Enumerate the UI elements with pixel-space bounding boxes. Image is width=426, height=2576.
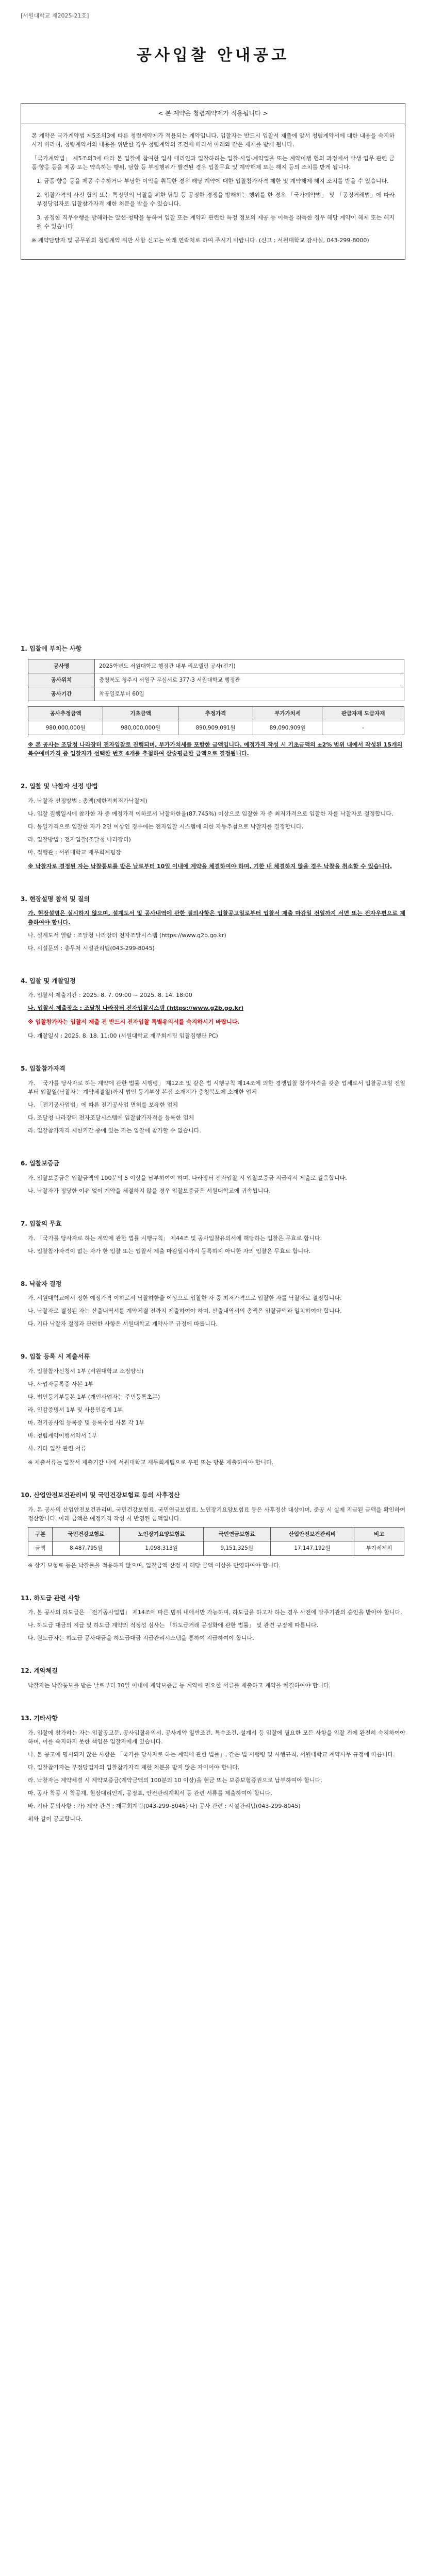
integrity-clause: 3. 공정한 직무수행을 방해하는 알선·청탁을 통하여 입찰 또는 계약과 관련한 특정 정보의 제공 등 이득을 취득한 경우 해당 계약이 해제 또는 해지될 수 있습니다. <box>37 214 395 230</box>
section-title: 4. 입찰 및 개찰일정 <box>21 977 76 985</box>
integrity-box-heading: < 본 계약은 청렴계약제가 적용됩니다 > <box>21 104 405 124</box>
integrity-paragraph: 본 계약은 국가계약법 제5조의3에 따른 청렴계약제가 적용되는 계약입니다. 입찰자는 반드시 입찰서 제출에 앞서 청렴계약서에 대한 내용을 숙지하시기 바라며, 청렴계약서의 내용을 위반한 경우 청렴계약의 조건에 따라서 아래와 같은 제재를 받게 됩니다. <box>31 132 395 148</box>
list-item: 가. 입찰에 참가하는 자는 입찰공고문, 공사입찰유의서, 공사계약 일반조건, 특수조건, 설계서 등 입찰에 필요한 모든 사항을 입찰 전에 완전히 숙지하여야 하며, 이를 숙지하지 못한 책임은 입찰자에게 있습니다. <box>28 1729 405 1745</box>
integrity-report-contact: ※ 계약담당자 및 공무원의 청렴계약 위반 사항 신고는 아래 연락처로 하여 주시기 바랍니다. (신고 : 서원대학교 감사실, 043-299-8000) <box>31 237 369 244</box>
list-item: 다. 법인등기부등본 1부 (개인사업자는 주민등록초본) <box>28 1394 160 1401</box>
integrity-paragraph: 「국가계약법」 제5조의3에 따라 본 입찰에 참여한 입사 대리인과 입찰하려는 입찰·사업·계약업을 또는 계약이행 협의 과정에서 발생 업무 관련 금품·향응 등을 제공 또는 약속하는 행위, 담합 등 부정행위가 발견된 경우 입찰무효 및 계약해제 또는 해지 등의 조치를 받게 됩니다. <box>31 155 395 171</box>
section-title: 12. 계약체결 <box>21 1667 58 1675</box>
list-item: 가. 서원대학교에서 정한 예정가격 이하로서 낙찰하한율 이상으로 입찰한 자 중 최저가격으로 입찰한 자를 낙찰자로 결정합니다. <box>28 1295 342 1302</box>
document-title: 공사입찰 안내공고 <box>136 46 290 64</box>
section-site-briefing <box>21 894 405 953</box>
section-bid-method <box>21 782 405 871</box>
list-item: 다. 기타 낙찰자 결정과 관련한 사항은 서원대학교 계약사무 규정에 따릅니다. <box>28 1320 218 1328</box>
list-item: 가. 입찰보증금은 입찰금액의 100분의 5 이상을 납부하여야 하며, 나라장터 전자입찰 시 입찰보증금 지급각서 제출로 갈음합니다. <box>28 1174 347 1181</box>
section-contract <box>21 1666 405 1690</box>
list-item: 라. 낙찰자는 계약체결 시 계약보증금(계약금액의 100분의 10 이상)을 현금 또는 보증보험증권으로 납부하여야 합니다. <box>28 1776 322 1784</box>
table-header-cell: 부가가치세 <box>253 707 322 721</box>
table-header-cell: 공사기간 <box>28 687 95 701</box>
section-title: 5. 입찰참가자격 <box>21 1065 65 1073</box>
section-insurance-settlement <box>21 1490 405 1569</box>
list-item: 나. 「전기공사업법」에 따른 전기공사업 면허를 보유한 업체 <box>28 1101 178 1109</box>
table-cell: 17,147,192원 <box>270 1541 354 1555</box>
table-cell: 8,487,795원 <box>53 1541 120 1555</box>
section-award-decision <box>21 1279 405 1329</box>
list-item: 사. 기타 입찰 관련 서류 <box>28 1445 87 1452</box>
list-item: 가. 입찰참가신청서 1부 (서원대학교 소정양식) <box>28 1367 144 1375</box>
section-bid-schedule <box>21 976 405 1041</box>
list-item: 다. 입찰참가자는 부정당업자의 입찰참가자격 제한 처분을 받지 않은 자이어야 합니다. <box>28 1764 240 1771</box>
table-cell: 1,098,313원 <box>120 1541 204 1555</box>
section-title: 2. 입찰 및 낙찰자 선정 방법 <box>21 783 98 790</box>
section-title: 8. 낙찰자 결정 <box>21 1280 62 1287</box>
notice-sections <box>21 644 405 1847</box>
list-item: 가. 본 공사의 하도급은 「전기공사업법」 제14조에 따른 범위 내에서만 가능하며, 하도급을 하고자 하는 경우 사전에 발주기관의 승인을 받아야 합니다. <box>28 1609 402 1616</box>
list-item: 마. 전기공사업 등록증 및 등록수첩 사본 각 1부 <box>28 1419 145 1427</box>
table-cell: 89,090,909원 <box>253 721 322 735</box>
section-bid-invalidity <box>21 1219 405 1256</box>
section-title: 9. 입찰 등록 시 제출서류 <box>21 1353 90 1361</box>
list-item: 나. 낙찰자로 결정된 자는 산출내역서를 계약체결 전까지 제출하여야 하며, 산출내역서의 총액은 입찰금액과 일치하여야 합니다. <box>28 1308 342 1315</box>
list-item: 다. 시설문의 : 총무처 시설관리팀(043-299-8045) <box>28 944 155 952</box>
table-header-cell: 공사위치 <box>28 673 95 687</box>
section-subcontract <box>21 1594 405 1643</box>
table-cell: 9,151,325원 <box>203 1541 270 1555</box>
list-item: 다. 개찰일시 : 2025. 8. 18. 11:00 (서원대학교 재무회계팀 입찰집행관 PC) <box>28 1032 218 1040</box>
section-note: ※ 입찰참가자는 입찰서 제출 전 반드시 전자입찰 특별유의서를 숙지하시기 바랍니다. <box>28 1019 240 1026</box>
list-item: 나. 본 공고에 명시되지 않은 사항은 「국가를 당사자로 하는 계약에 관한 법률」, 같은 법 시행령 및 시행규칙, 서원대학교 계약사무 규정에 따릅니다. <box>28 1751 395 1758</box>
table-header-cell: 구분 <box>28 1528 53 1541</box>
list-item: 가. 「국가를 당사자로 하는 계약에 관한 법률 시행령」 제12조 및 같은 법 시행규칙 제14조에 의한 경쟁입찰 참가자격을 갖춘 업체로서 입찰공고일 전일부터 입찰일(낙찰자는 계약체결일)까지 법인 등기부상 본점 소재지가 충청북도에 소재한 업체 <box>28 1080 405 1096</box>
list-item: 다. 조달청 나라장터 전자조달시스템에 입찰참가자격을 등록한 업체 <box>28 1114 194 1122</box>
insurance-table <box>28 1527 404 1556</box>
section-title: 7. 입찰의 무효 <box>21 1219 62 1227</box>
section-title: 3. 현장설명 참석 및 질의 <box>21 895 90 903</box>
list-item: 다. 동일가격으로 입찰한 자가 2인 이상인 경우에는 전자입찰 시스템에 의한 자동추첨으로 낙찰자를 결정합니다. <box>28 823 304 830</box>
list-item: 다. 원도급자는 하도급 공사대금을 하도급대금 지급관리시스템을 통하여 지급하여야 합니다. <box>28 1635 254 1642</box>
table-header-cell: 국민연금보험료 <box>203 1528 270 1541</box>
project-info-table <box>28 659 404 702</box>
list-item: 마. 공사 착공 시 착공계, 현장대리인계, 공정표, 안전관리계획서 등 관련 서류를 제출하여야 합니다. <box>28 1789 272 1797</box>
table-cell: 착공일로부터 60일 <box>95 687 404 701</box>
section-note: ※ 본 공사는 조달청 나라장터 전자입찰로 진행되며, 부가가치세를 포함한 금액입니다. 예정가격 작성 시 기초금액의 ±2% 범위 내에서 작성된 15개의 복수예비가격 중 입찰자가 선택한 번호 4개를 추첨하여 산술평균한 금액으로 결정됩니다. <box>28 741 403 757</box>
table-header-cell: 국민건강보험료 <box>53 1528 120 1541</box>
table-row <box>28 673 404 687</box>
table-row <box>28 1541 404 1555</box>
section-text: 낙찰자는 낙찰통보를 받은 날로부터 10일 이내에 계약보증금 등 계약에 필요한 서류를 제출하고 계약을 체결하여야 합니다. <box>28 1682 331 1689</box>
table-cell: 2025학년도 서원대학교 행정관 내부 리모델링 공사(전기) <box>95 659 404 673</box>
table-cell: 980,000,000원 <box>103 721 178 735</box>
table-cell: 충청북도 청주시 서원구 무심서로 377-3 서원대학교 행정관 <box>95 673 404 687</box>
list-item: 나. 입찰참가자격이 없는 자가 한 입찰 또는 입찰서 제출 마감일시까지 등록하지 아니한 자의 입찰은 무효로 합니다. <box>28 1247 311 1255</box>
integrity-box-body <box>21 124 405 259</box>
section-title: 13. 기타사항 <box>21 1715 58 1722</box>
closing-text: 위와 같이 공고합니다. <box>28 1815 83 1822</box>
list-item: 라. 인감증명서 1부 및 사용인감계 1부 <box>28 1406 123 1414</box>
integrity-contract-box <box>21 103 405 260</box>
section-note: ※ 제출서류는 입찰서 제출기간 내에 서원대학교 재무회계팀으로 우편 또는 방문 제출하여야 합니다. <box>28 1459 274 1466</box>
section-title: 1. 입찰에 부치는 사항 <box>21 645 82 652</box>
list-item: 가. 입찰서 제출기간 : 2025. 8. 7. 09:00 ~ 2025. 8. 14. 18:00 <box>28 992 192 999</box>
document-number: [서원대학교 제2025-21호] <box>21 12 89 19</box>
list-item: 라. 입찰참가자격 제한기간 중에 있는 자는 입찰에 참가할 수 없습니다. <box>28 1127 201 1134</box>
table-row <box>28 687 404 701</box>
table-header-cell: 공사명 <box>28 659 95 673</box>
section-note: ※ 상기 보험료 등은 낙찰률을 적용하지 않으며, 입찰금액 산정 시 해당 금액 이상을 반영하여야 합니다. <box>28 1562 281 1569</box>
section-qualification <box>21 1064 405 1135</box>
list-item: 나. 입찰 집행일시에 참가한 자 중 예정가격 이하로서 낙찰하한율(87.745%) 이상으로 입찰한 자 중 최저가격으로 입찰한 자를 낙찰자로 결정합니다. <box>28 810 394 817</box>
section-note: ※ 낙찰자로 결정된 자는 낙찰통보를 받은 날로부터 10일 이내에 계약을 체결하여야 하며, 기한 내 체결하지 않을 경우 낙찰을 취소할 수 있습니다. <box>28 862 392 870</box>
section-text: 가. 본 공사의 산업안전보건관리비, 국민건강보험료, 국민연금보험료, 노인장기요양보험료 등은 사후정산 대상이며, 준공 시 실제 지급된 금액을 확인하여 정산합니다. 아래 금액은 예정가격 작성 시 반영된 금액입니다. <box>28 1506 405 1522</box>
list-item: 마. 집행관 : 서원대학교 재무회계팀장 <box>28 849 121 856</box>
amount-table <box>28 706 404 735</box>
table-header-cell: 공사추정금액 <box>28 707 103 721</box>
section-bid-bond <box>21 1159 405 1195</box>
list-item: 나. 낙찰자가 정당한 이유 없이 계약을 체결하지 않을 경우 입찰보증금은 서원대학교에 귀속됩니다. <box>28 1187 271 1194</box>
table-cell: 부가세제외 <box>354 1541 404 1555</box>
table-header-cell: 산업안전보건관리비 <box>270 1528 354 1541</box>
integrity-clause: 2. 입찰가격의 사전 협의 또는 특정인의 낙찰을 위한 담합 등 공정한 경쟁을 방해하는 행위를 한 경우 「국가계약법」 및 「공정거래법」에 따라 부정당업자로 입찰참가자격 제한 처분을 받을 수 있습니다. <box>37 191 395 207</box>
section-title: 10. 산업안전보건관리비 및 국민건강보험료 등의 사후정산 <box>21 1492 180 1499</box>
table-header-cell: 비고 <box>354 1528 404 1541</box>
section-title: 11. 하도급 관련 사항 <box>21 1594 80 1602</box>
table-cell: 금액 <box>28 1541 53 1555</box>
list-item: 나. 하도급 대금의 지급 및 하도급 계약의 적정성 심사는 「하도급거래 공정화에 관한 법률」 및 관련 규정에 따릅니다. <box>28 1622 319 1629</box>
list-item: 나. 사업자등록증 사본 1부 <box>28 1381 94 1388</box>
list-item: 가. 현장설명은 실시하지 않으며, 설계도서 및 공사내역에 관한 질의사항은 입찰공고일로부터 입찰서 제출 마감일 전일까지 서면 또는 전자우편으로 제출하여야 합니다. <box>28 910 405 926</box>
section-title: 6. 입찰보증금 <box>21 1160 60 1167</box>
table-cell: - <box>322 721 404 735</box>
table-cell: 890,909,091원 <box>178 721 253 735</box>
section-other <box>21 1714 405 1823</box>
table-row <box>28 659 404 673</box>
section-bid-items <box>21 644 405 758</box>
table-header-cell: 관급자재 도급자재 <box>322 707 404 721</box>
table-header-row <box>28 1528 404 1541</box>
list-item: 바. 기타 문의사항 : 가) 계약 관련 : 재무회계팀(043-299-8046) 나) 공사 관련 : 시설관리팀(043-299-8045) <box>28 1802 301 1809</box>
table-cell: 980,000,000원 <box>28 721 103 735</box>
section-required-documents <box>21 1352 405 1467</box>
list-item: 나. 입찰서 제출장소 : 조달청 나라장터 전자입찰시스템 (https://www.g2b.go.kr) <box>28 1005 244 1012</box>
table-header-cell: 노인장기요양보험료 <box>120 1528 204 1541</box>
list-item: 바. 청렴계약이행서약서 1부 <box>28 1432 97 1439</box>
table-row <box>28 721 404 735</box>
list-item: 나. 설계도서 열람 : 조달청 나라장터 전자조달시스템 (https://www.g2b.go.kr) <box>28 931 226 939</box>
table-header-cell: 추정가격 <box>178 707 253 721</box>
table-header-cell: 기초금액 <box>103 707 178 721</box>
list-item: 가. 낙찰자 선정방법 : 총액(제한적최저가낙찰제) <box>28 797 148 804</box>
table-header-row <box>28 707 404 721</box>
integrity-clause: 1. 금품·향응 등을 제공·수수하거나 부당한 이익을 취득한 경우 해당 계약에 대한 입찰참가자격 제한 및 계약해제·해지 조치를 받을 수 있습니다. <box>37 177 389 184</box>
list-item: 라. 입찰방법 : 전자입찰(조달청 나라장터) <box>28 836 131 843</box>
list-item: 가. 「국가를 당사자로 하는 계약에 관한 법률 시행규칙」 제44조 및 공사입찰유의서에 해당하는 입찰은 무효로 합니다. <box>28 1234 322 1242</box>
